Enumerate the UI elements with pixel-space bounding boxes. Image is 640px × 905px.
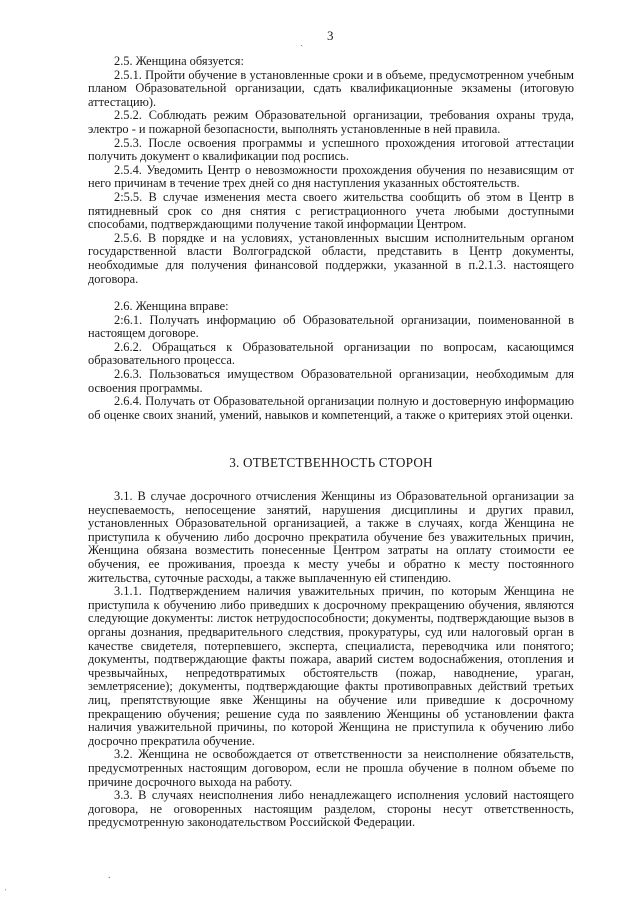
clause-3-2: 3.2. Женщина не освобождается от ответственности за неисполнение обязательств, предусмотренных настоящим договором, если не прошла обучение в полном объеме по причине досрочного выхода на работу. [88,747,574,789]
section-2-6-heading: 2.6. Женщина вправе: [114,299,229,314]
section-3-title: 3. ОТВЕТСТВЕННОСТЬ СТОРОН [229,455,433,471]
clause-2-6-3: 2.6.3. Пользоваться имуществом Образовательной организации, необходимым для освоения программы. [88,367,574,395]
clause-2-5-6: 2.5.6. В порядке и на условиях, установленных высшим исполнительным органом государственной власти Волгоградской области, представить в Центр документы, необходимые для получения финансовой поддержки, указанной в п.2.1.3. настоящего договора. [88,230,574,286]
clause-3-3: 3.3. В случаях неисполнения либо ненадлежащего исполнения условий настоящего договора, не оговоренных настоящим разделом, стороны несут ответственность, предусмотренную законодательством Российской Федерации. [88,788,574,830]
clause-2-6-4: 2.6.4. Получать от Образовательной организации полную и достоверную информацию об оценке своих знаний, умений, навыков и компетенций, а также о критериях этой оценки. [88,394,574,422]
clause-2-5-3: 2.5.3. После освоения программы и успешного прохождения итоговой аттестации получить документ о квалификации под роспись. [88,135,574,164]
spacer [88,470,574,490]
document-body [88,55,574,830]
scan-speck: . [108,870,111,881]
clause-2-5-5: 2:5.5. В случае изменения места своего жительства сообщить об этом в Центр в пятидневный срок со дня снятия с регистрационного учета любыми доступными способами, подтверждающими получение такой информации Центром. [88,189,574,232]
section-2-5-heading: 2.5. Женщина обязуется: [114,54,244,68]
clause-3-1-1: 3.1.1. Подтверждением наличия уважительных причин, по которым Женщина не приступила к обучению либо приведших к досрочному прекращению обучения, являются следующие документы: листок нетрудоспособности; документы, подтверждающие вызов в органы дознания, предварительного следствия, прокуратуры, суд или налоговый орган в качестве свидетеля, потерпевшего, эксперта, специалиста, переводчика или понятого; документы, подтверждающие факты пожара, аварий систем водоснабжения, отопления и чрезвычайных, непредотвратимых обстоятельств (пожар, наводнение, ураган, землетрясение); документы, подтверждающие факты противоправных действий третьих лиц, препятствующие явке Женщины на обучение или приведшие к досрочному прекращению обучения; решение суда по заявлению Женщины об установлении факта наличия уважительной причины, по которой Женщина не приступила к обучению либо досрочно прекратила обучение. [88,584,574,748]
scan-speck: ˎ [300,36,304,47]
spacer [88,442,574,456]
spacer [88,286,574,300]
scan-speck: ˌ [4,880,8,891]
clause-2-5-4: 2.5.4. Уведомить Центр о невозможности прохождения обучения по независящим от него причинам в течение трех дней со дня наступления указанных обстоятельств. [88,162,574,191]
clause-2-5-1: 2.5.1. Пройти обучение в установленные сроки и в объеме, предусмотренном учебным планом Образовательной организации, сдать квалификационные экзамены (итоговую аттестацию). [88,67,574,109]
page-number: 3 [327,28,334,43]
clause-2-6-2: 2.6.2. Обращаться к Образовательной организации по вопросам, касающимся образовательного процесса. [88,339,574,368]
spacer [88,422,574,442]
clause-2-5-2: 2.5.2. Соблюдать режим Образовательной организации, требования охраны труда, электро - и пожарной безопасности, выполнять установленные в ней правила. [88,108,574,136]
clause-3-1: 3.1. В случае досрочного отчисления Женщины из Образовательной организации за неуспеваемость, непосещение занятий, нарушения дисциплины и других правил, установленных Образовательной организацией, а также в случаях, когда Женщина не приступила к обучению либо досрочно прекратила обучение без уважительных причин, Женщина обязана возместить понесенные Центром затраты на оплату стоимости ее обучения, ее проживания, проезда к месту учебы и обратно к месту постоянного жительства, суточные расходы, а также выплаченную ей стипендию. [88,489,574,585]
clause-2-6-1: 2:6.1. Получать информацию об Образовательной организации, поименованной в настоящем договоре. [88,312,574,341]
